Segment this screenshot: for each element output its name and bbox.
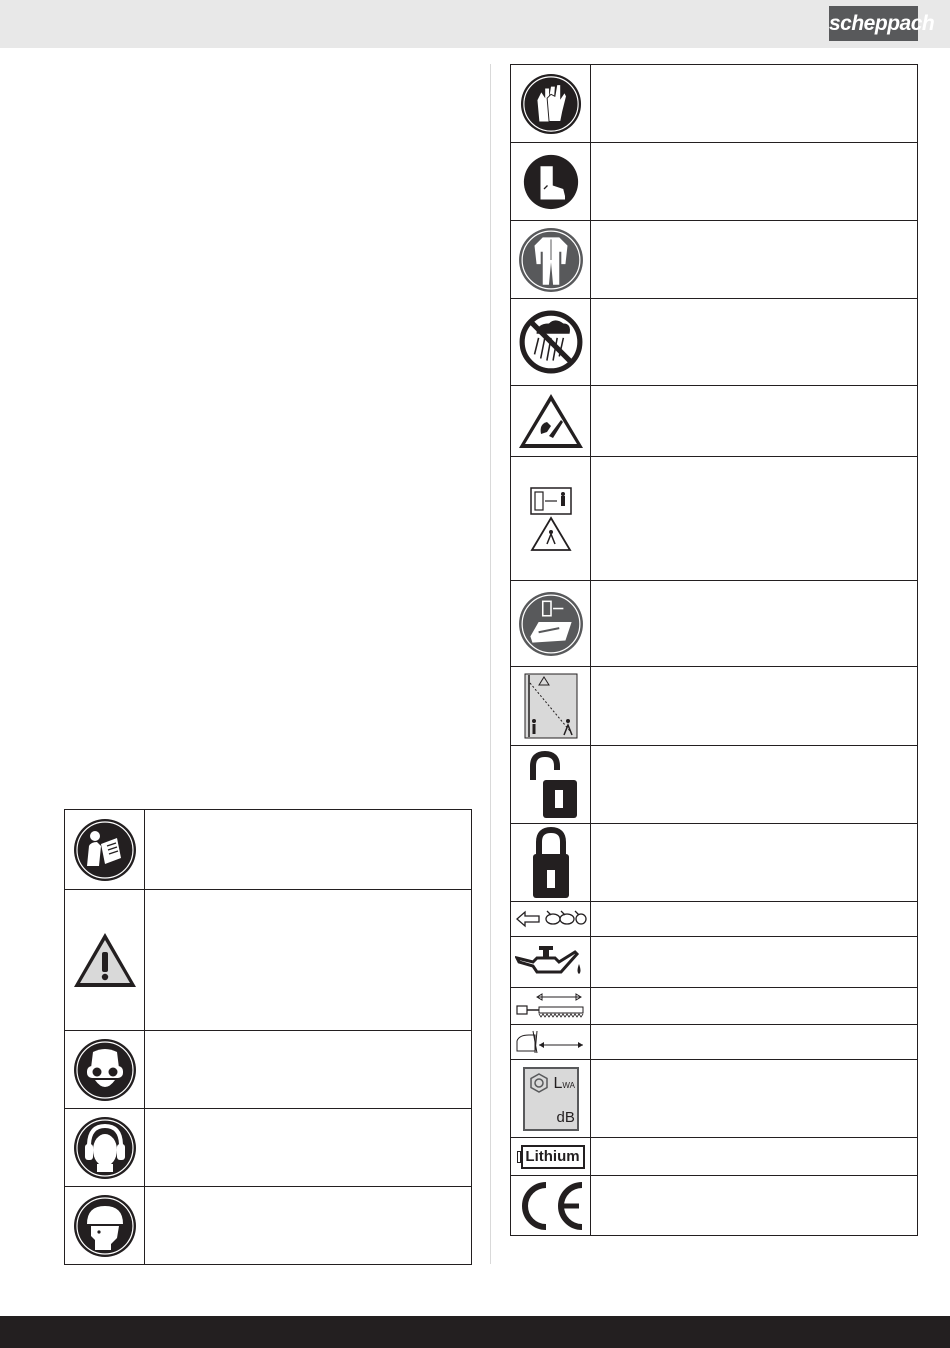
symbol-icon-cell [511,1060,591,1138]
symbol-row [511,824,918,902]
symbol-description [591,299,918,386]
symbol-description [591,824,918,902]
unlocked-icon [519,750,583,820]
symbol-icon-cell [511,824,591,902]
symbol-description [145,890,472,1031]
remove-battery-icon [518,591,584,657]
symbol-icon-cell [511,457,591,581]
symbol-description [591,1138,918,1176]
speaker-icon [529,1073,549,1093]
symbol-description [591,1060,918,1138]
symbol-description [591,221,918,299]
lwa-label: LWA [553,1074,575,1092]
symbol-description [591,667,918,746]
symbol-row [511,746,918,824]
symbol-description [591,386,918,457]
bar-length-icon [515,992,587,1020]
lithium-label: Lithium [521,1145,585,1169]
symbol-icon-cell [511,65,591,143]
symbol-description [591,902,918,937]
safety-goggles-icon [73,1038,137,1102]
protective-gloves-icon [520,73,582,135]
chain-oil-icon [515,942,587,982]
symbol-icon-cell [511,386,591,457]
symbol-row [65,890,472,1031]
symbol-description [145,1031,472,1109]
symbol-icon-cell [65,1187,145,1265]
symbol-row [511,902,918,937]
symbol-row [511,1025,918,1060]
symbol-row [65,1109,472,1187]
symbol-description [145,1187,472,1265]
safety-boots-icon [523,154,579,210]
symbol-row [511,667,918,746]
symbol-description [145,1109,472,1187]
power-line-distance-icon [524,673,578,739]
symbol-icon-cell [511,667,591,746]
symbol-icon-cell [511,143,591,221]
symbol-row [511,457,918,581]
symbol-icon-cell [65,1109,145,1187]
brand-logo: scheppach [829,6,918,41]
symbol-row [65,810,472,890]
symbol-description [591,746,918,824]
protective-clothing-icon [518,227,584,293]
symbol-icon-cell [65,1031,145,1109]
symbol-icon-cell [65,890,145,1031]
symbol-description [591,581,918,667]
symbol-row [511,386,918,457]
chain-direction-icon [515,907,587,931]
symbol-row [511,65,918,143]
symbol-row [65,1031,472,1109]
symbol-description [591,457,918,581]
symbol-row [511,143,918,221]
ear-protection-icon [73,1116,137,1180]
symbol-row [511,937,918,988]
symbol-icon-cell [511,581,591,667]
lwa-subscript: WA [562,1080,575,1090]
page-header [0,0,950,48]
symbol-icon-cell [511,1025,591,1060]
sound-power-icon [523,1067,579,1131]
symbol-icon-cell [511,902,591,937]
symbol-description [591,143,918,221]
symbol-description [591,65,918,143]
safety-helmet-icon [73,1194,137,1258]
cut-hazard-icon [517,392,585,450]
locked-icon [531,826,571,900]
symbol-description [591,937,918,988]
lithium-battery-icon [517,1145,585,1169]
symbol-icon-cell [511,299,591,386]
symbol-row [511,581,918,667]
read-manual-icon [73,818,137,882]
safety-distance-icon [529,486,573,552]
symbol-icon-cell [511,1176,591,1236]
symbol-row [511,299,918,386]
cutting-length-icon [515,1029,587,1055]
symbol-table-right [510,64,918,1236]
symbol-icon-cell [511,988,591,1025]
symbol-row [65,1187,472,1265]
symbol-row [511,1138,918,1176]
symbol-description [591,1176,918,1236]
warning-triangle-icon [71,930,139,990]
symbol-row [511,1176,918,1236]
symbol-row [511,221,918,299]
symbol-table-left [64,809,472,1265]
symbol-icon-cell [65,810,145,890]
page-footer [0,1316,950,1348]
symbol-row [511,988,918,1025]
column-divider [490,64,491,1264]
symbol-icon-cell [511,746,591,824]
symbol-description [591,988,918,1025]
symbol-row [511,1060,918,1138]
symbol-icon-cell [511,937,591,988]
no-rain-icon [518,309,584,375]
symbol-icon-cell [511,1138,591,1176]
symbol-description [145,810,472,890]
ce-mark-icon [516,1179,586,1233]
db-label: dB [556,1108,575,1126]
symbol-icon-cell [511,221,591,299]
symbol-description [591,1025,918,1060]
